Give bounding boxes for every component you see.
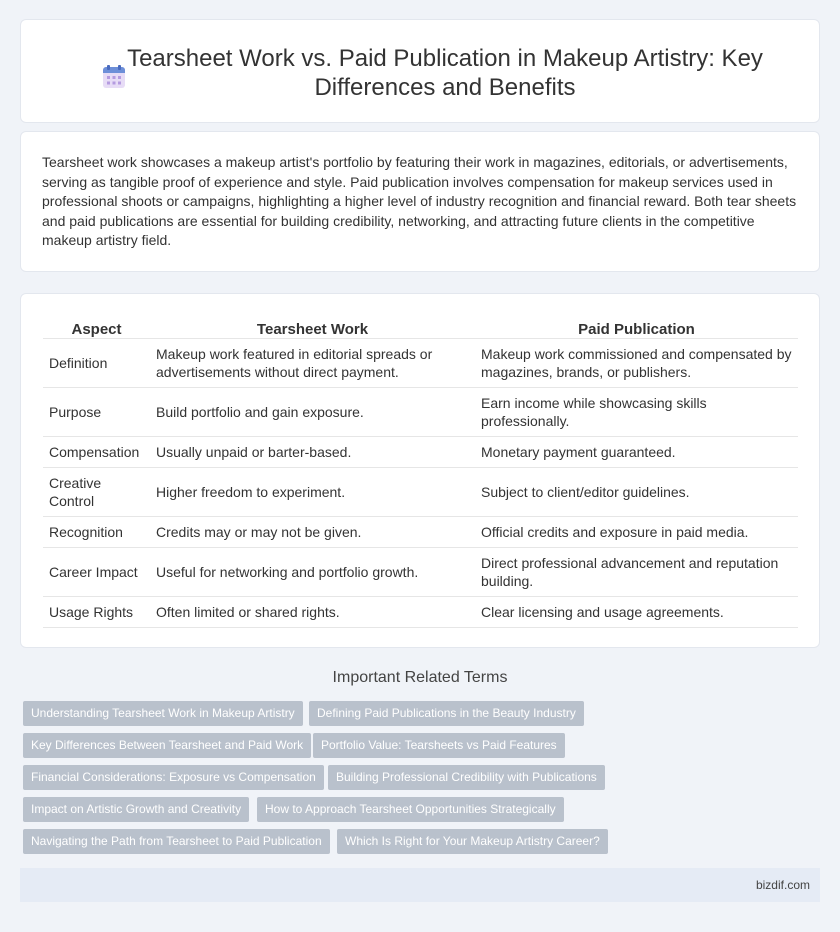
table-row xyxy=(43,338,798,387)
intro-card xyxy=(20,131,820,272)
table-cell-aspect: Definition xyxy=(43,338,150,387)
table-cell: Subject to client/editor guidelines. xyxy=(475,467,798,516)
table-header-row xyxy=(43,316,798,338)
comparison-card xyxy=(20,293,820,648)
table-cell: Earn income while showcasing skills professionally. xyxy=(475,387,798,436)
table-row xyxy=(43,596,798,627)
related-term-link[interactable]: Impact on Artistic Growth and Creativity xyxy=(23,797,249,822)
table-cell: Monetary payment guaranteed. xyxy=(475,436,798,467)
related-term-link[interactable]: How to Approach Tearsheet Opportunities Strategically xyxy=(257,797,564,822)
table-cell: Build portfolio and gain exposure. xyxy=(150,387,475,436)
table-row xyxy=(43,547,798,596)
related-term-link[interactable]: Which Is Right for Your Makeup Artistry Career? xyxy=(337,829,608,854)
related-term-link[interactable]: Building Professional Credibility with Publications xyxy=(328,765,605,790)
table-row xyxy=(43,467,798,516)
related-term-link[interactable]: Portfolio Value: Tearsheets vs Paid Features xyxy=(313,733,565,758)
column-header-aspect: Aspect xyxy=(43,316,150,338)
related-term-link[interactable]: Financial Considerations: Exposure vs Compensation xyxy=(23,765,324,790)
table-cell: Often limited or shared rights. xyxy=(150,596,475,627)
column-header-tearsheet: Tearsheet Work xyxy=(150,316,475,338)
title-card xyxy=(20,19,820,123)
footer xyxy=(20,868,820,902)
table-cell-aspect: Compensation xyxy=(43,436,150,467)
table-cell-aspect: Purpose xyxy=(43,387,150,436)
table-cell: Credits may or may not be given. xyxy=(150,516,475,547)
page-title: Tearsheet Work vs. Paid Publication in Makeup Artistry: Key Differences and Benefits xyxy=(127,45,763,101)
footer-site-label: bizdif.com xyxy=(755,878,810,892)
table-cell: Direct professional advancement and reputation building. xyxy=(475,547,798,596)
related-term-link[interactable]: Key Differences Between Tearsheet and Paid Work xyxy=(23,733,311,758)
table-cell-aspect: Career Impact xyxy=(43,547,150,596)
table-row xyxy=(43,387,798,436)
intro-paragraph: Tearsheet work showcases a makeup artist's portfolio by featuring their work in magazines, editorials, or advertisements, serving as tangible proof of experience and style. Paid publication involves compensation for makeup services used in professional shoots or campaigns, highlighting a higher level of industry recognition and financial reward. Both tear sheets and paid publications are essential for building credibility, networking, and attracting future clients in the competitive makeup artistry field. xyxy=(42,154,797,248)
table-cell-aspect: Usage Rights xyxy=(43,596,150,627)
table-row xyxy=(43,516,798,547)
table-row xyxy=(43,436,798,467)
table-cell: Usually unpaid or barter-based. xyxy=(150,436,475,467)
table-cell: Useful for networking and portfolio growth. xyxy=(150,547,475,596)
column-header-paid: Paid Publication xyxy=(475,316,798,338)
related-term-link[interactable]: Navigating the Path from Tearsheet to Paid Publication xyxy=(23,829,330,854)
table-cell: Makeup work commissioned and compensated by magazines, brands, or publishers. xyxy=(475,338,798,387)
table-cell-aspect: Recognition xyxy=(43,516,150,547)
related-term-link[interactable]: Understanding Tearsheet Work in Makeup Artistry xyxy=(23,701,303,726)
table-cell: Clear licensing and usage agreements. xyxy=(475,596,798,627)
table-cell: Makeup work featured in editorial spreads or advertisements without direct payment. xyxy=(150,338,475,387)
comparison-table xyxy=(43,316,798,628)
table-cell: Higher freedom to experiment. xyxy=(150,467,475,516)
table-cell-aspect: Creative Control xyxy=(43,467,150,516)
table-cell: Official credits and exposure in paid media. xyxy=(475,516,798,547)
related-term-link[interactable]: Defining Paid Publications in the Beauty Industry xyxy=(309,701,584,726)
related-terms-heading: Important Related Terms xyxy=(332,669,508,686)
